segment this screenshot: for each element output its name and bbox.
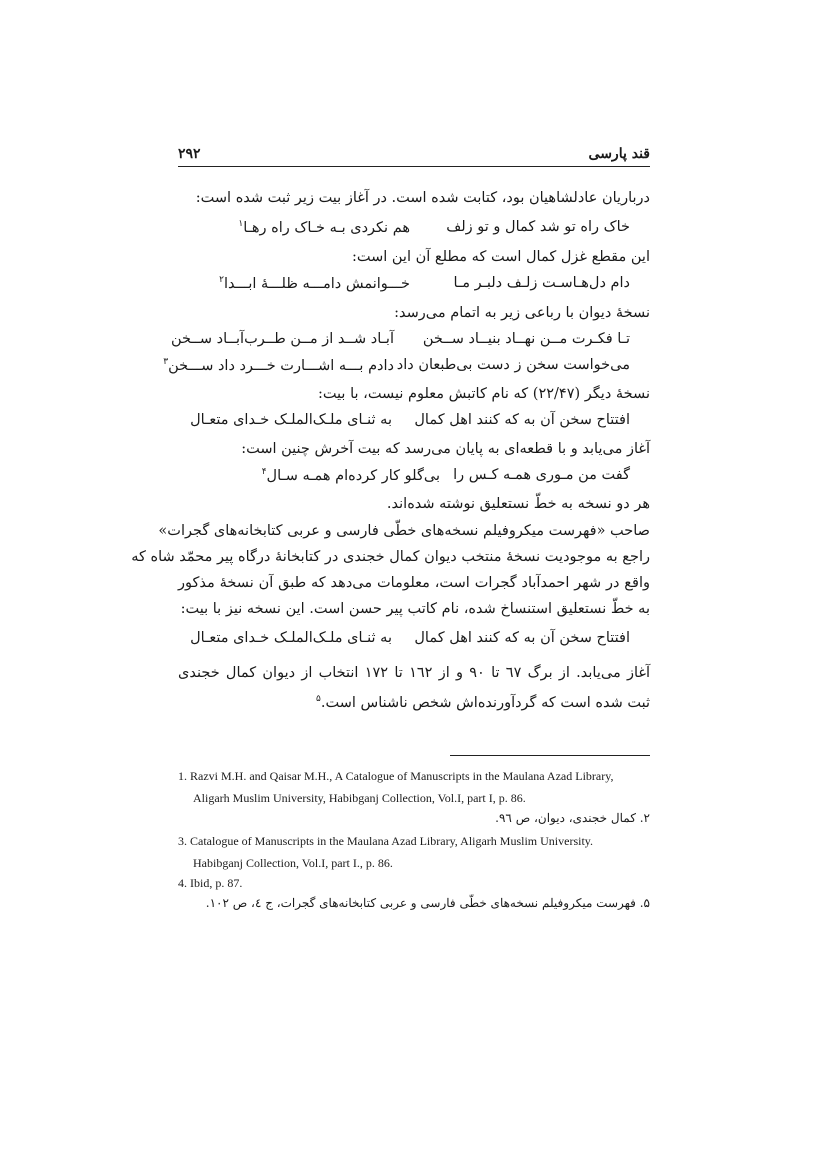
rubai-couplet [171, 331, 630, 353]
verse-hemistich: دادم بـــه اشـــارت خـــرد داد ســـخن$^۳$ [163, 357, 394, 374]
verse-couplet [190, 630, 630, 652]
body-line: هر دو نسخه به خطّ نستعلیق نوشته شده‌اند. [386, 496, 650, 512]
footnote-line: 1. Razvi M.H. and Qaisar M.H., A Catalogue of Manuscripts in the Maulana Azad Library, [178, 769, 614, 783]
verse-couplet [226, 219, 630, 241]
verse-couplet [219, 275, 630, 297]
body-line: درباریان عادلشاهیان بود، کتابت شده است. در آغاز بیت زیر ثبت شده است: [195, 190, 650, 206]
footnote-line: Aligarh Muslim University, Habibganj Collection, Vol.I, part I, p. 86. [193, 791, 526, 805]
verse-hemistich: خاک راه تو شد کمال و تو زلف [446, 219, 630, 235]
footnote-marker: ۳ [163, 357, 169, 367]
paragraph-line: صاحب «فهرست میکروفیلم نسخه‌های خطّی فارسی و عربی کتابخانه‌های گجرات» [158, 523, 650, 539]
footnote-line: Habibganj Collection, Vol.I, part I., p. 86. [193, 856, 393, 870]
paragraph-line: واقع در شهر احمدآباد گجرات است، معلومات می‌دهد که طبق آن نسخهٔ مذکور [178, 575, 650, 591]
paragraph-line: به خطّ نستعلیق استنساخ شده، نام کاتب پیر حسن است. این نسخه نیز با بیت: [180, 601, 650, 617]
verse-hemistich: خـــوانمش دامـــه ظلـــهٔ ابـــدا$^۲$ [219, 275, 410, 292]
body-line: آغاز می‌یابد و با قطعه‌ای به پایان می‌رسد که بیت آخرش چنین است: [241, 441, 650, 457]
paragraph-line: آغاز می‌یابد. از برگ ٦٧ تا ۹۰ و از ۱٦۲ تا ۱۷۲ انتخاب از دیوان کمال خجندی [178, 665, 651, 681]
footnote-marker: ۲ [219, 275, 224, 285]
body-line: نسخهٔ دیوان با رباعی زیر به اتمام می‌رسد: [394, 305, 650, 321]
verse-hemistich: هم نکردی بـه خـاک راه رهـا$^۱$ [238, 219, 410, 236]
footnote-marker: ۱ [238, 219, 244, 229]
verse-hemistich: گفت من مـوری همـه کـس را [453, 467, 630, 483]
footnote-divider [450, 755, 650, 756]
body-line: نسخهٔ دیگر (۲۲/۴۷) که نام کاتبش معلوم نیست، با بیت: [317, 386, 650, 402]
footnote: ۵. فهرست میکروفیلم نسخه‌های خطّی فارسی و عربی کتابخانه‌های گجرات، ج ٤، ص ۱۰۲. [205, 896, 650, 910]
verse-hemistich: آبـاد شــد از مــن طــرب‌آبــاد ســخن [171, 331, 394, 347]
paragraph-line: راجع به موجودیت نسخهٔ منتخب دیوان کمال خجندی در کتابخانهٔ درگاه پیر محمّد شاه که [131, 549, 650, 565]
verse-couplet [226, 467, 630, 489]
footnote [178, 872, 650, 894]
header-divider [178, 166, 650, 167]
verse-couplet [190, 412, 630, 434]
verse-hemistich: می‌خواست سخن ز دست بی‌طبعان داد [396, 357, 630, 373]
footnote-marker: ۵ [316, 694, 321, 704]
page-number: ۲۹۲ [178, 146, 201, 162]
verse-hemistich: بی‌گلو کار کرده‌ام همـه سـال$^۴$ [261, 467, 440, 484]
footnote: ۲. کمال خجندی، دیوان، ص ۹٦. [495, 811, 650, 825]
verse-hemistich: افتتاح سخن آن به که کنند اهل کمال [414, 412, 630, 428]
paragraph-line: ثبت شده است که گردآورنده‌اش شخص ناشناس است.$^۵$ [316, 694, 650, 711]
footnote-marker: ۴ [261, 467, 267, 477]
verse-hemistich: به ثنـای ملـک‌الملـک خـدای متعـال [190, 412, 392, 428]
verse-hemistich: تـا فکـرت مــن نهــاد بنیــاد ســخن [422, 331, 630, 347]
body-paragraph [178, 660, 650, 712]
book-title: قند پارسی [588, 146, 650, 162]
verse-hemistich: دام دل‌هـاسـت زلـف دلبـر مـا [453, 275, 630, 291]
footnote [178, 830, 650, 874]
footnote-line: 4. Ibid, p. 87. [178, 876, 243, 890]
verse-hemistich: افتتاح سخن آن به که کنند اهل کمال [414, 630, 630, 646]
footnote [178, 765, 650, 809]
verse-hemistich: به ثنـای ملـک‌الملـک خـدای متعـال [190, 630, 392, 646]
footnote-line: 3. Catalogue of Manuscripts in the Maulana Azad Library, Aligarh Muslim University. [178, 834, 594, 848]
rubai-couplet [163, 357, 630, 379]
body-line: این مقطع غزل کمال است که مطلع آن این است: [351, 249, 650, 265]
body-paragraph [131, 518, 650, 622]
running-header [178, 142, 650, 166]
